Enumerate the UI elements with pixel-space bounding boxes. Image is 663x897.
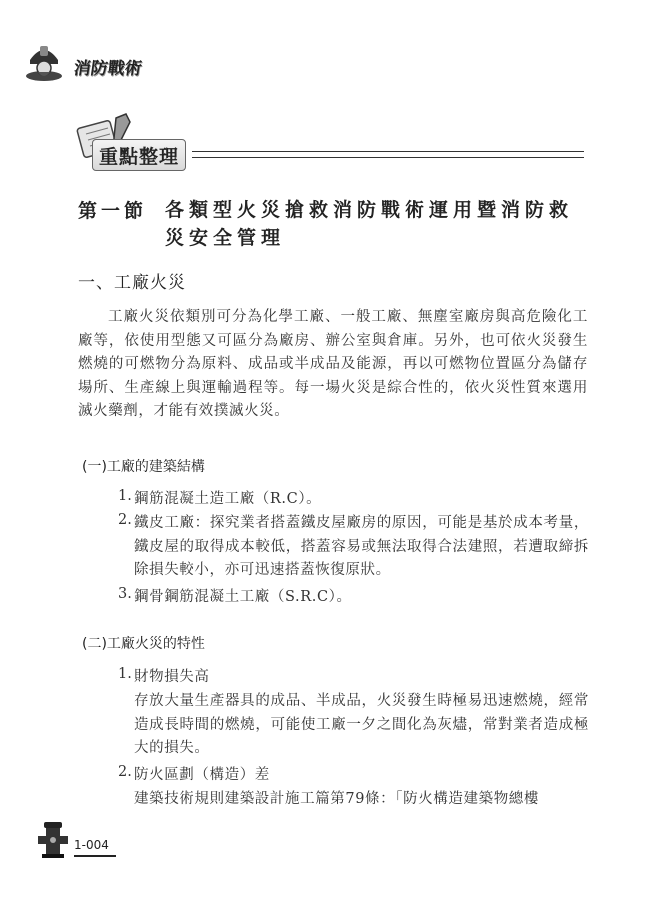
intro-paragraph: 工廠火災依類別可分為化學工廠、一般工廠、無塵室廠房與高危險化工廠等，依使用型態又可區分為廠房、辦公室與倉庫。另外，也可依火災發生燃燒的可燃物分為原料、成品或半成品及能源，再以可燃物位置區分為儲存場所、生產線上與運輸過程等。每一場火災是綜合性的，依火災性質來選用滅火藥劑，才能有效撲滅火災。 xyxy=(78,309,588,419)
list-item-title: 防火區劃（構造）差 xyxy=(134,767,270,783)
page-number-underline xyxy=(74,855,116,857)
subsection-title: (一)工廠的建築結構 xyxy=(82,459,205,475)
header-title: 消防戰術 xyxy=(72,59,144,79)
page-number: 1-004 xyxy=(74,838,109,852)
section-banner xyxy=(92,139,186,171)
list-item-detail: 存放大量生產器具的成品、半成品，火災發生時極易迅速燃燒，經常造成長時間的燃燒，可能使工廠一夕之間化為灰燼，常對業者造成極大的損失。 xyxy=(134,693,589,756)
subsection-title: (二)工廠火災的特性 xyxy=(82,636,205,652)
list-item-text: 鐵皮工廠：探究業者搭蓋鐵皮屋廠房的原因，可能是基於成本考量，鐵皮屋的取得成本較低，搭蓋容易或無法取得合法建照，若遭取締拆除損失較小，亦可迅速搭蓋恢復原狀。 xyxy=(134,515,589,578)
fire-hydrant-icon xyxy=(36,816,70,860)
firefighter-helmet-icon xyxy=(22,38,66,82)
list-item-number: 2. xyxy=(118,764,132,780)
chapter-title: 各類型火災搶救消防戰術運用暨消防救災安全管理 xyxy=(165,199,574,249)
list-item-text: 鋼筋混凝土造工廠（R.C）。 xyxy=(134,491,322,507)
list-item-number: 2. xyxy=(118,512,132,528)
chapter-number: 第一節 xyxy=(78,200,148,222)
list-item-title: 財物損失高 xyxy=(134,669,210,685)
banner-rule-bottom xyxy=(192,157,584,158)
section-heading: 一、工廠火災 xyxy=(78,273,186,293)
section-banner-label: 重點整理 xyxy=(99,145,180,168)
list-item-number: 1. xyxy=(118,666,132,682)
list-item-number: 3. xyxy=(118,586,132,602)
banner-rule-top xyxy=(192,151,584,152)
list-item-text: 鋼骨鋼筋混凝土工廠（S.R.C）。 xyxy=(134,589,352,605)
list-item-detail: 建築技術規則建築設計施工篇第79條：「防火構造建築物總樓 xyxy=(134,791,539,807)
list-item-number: 1. xyxy=(118,488,132,504)
